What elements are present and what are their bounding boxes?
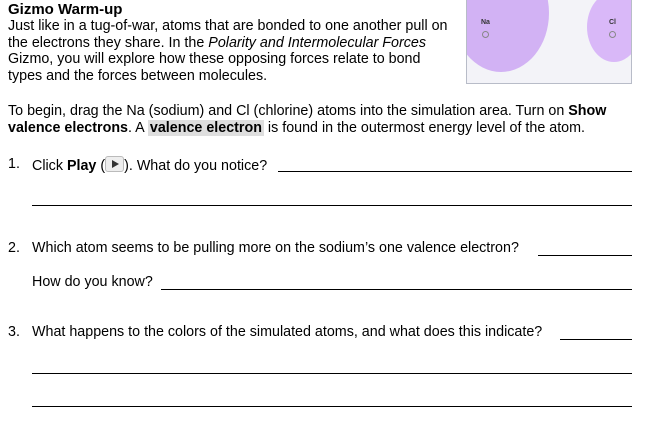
intro-text-2: Gizmo, you will explore how these opposing forces relate to bond types and the forces between molecules. (8, 51, 421, 84)
sodium-nucleus-icon (482, 31, 489, 38)
question-2-number: 2. (8, 240, 20, 256)
chlorine-nucleus-icon (609, 31, 616, 38)
show-valence-electrons-text: Show valence electrons (8, 103, 607, 136)
sodium-label: Na (481, 19, 490, 26)
play-icon (105, 156, 124, 172)
play-text: Play (66, 158, 97, 174)
page-title: Gizmo Warm-up (8, 1, 123, 18)
chlorine-label: Cl (609, 19, 616, 26)
answer-line-2a[interactable] (538, 255, 632, 256)
intro-paragraph (8, 18, 448, 84)
simulation-thumbnail (466, 0, 632, 84)
question-2-followup: How do you know? (32, 274, 153, 290)
answer-line-2b[interactable] (161, 289, 632, 290)
answer-line-3b[interactable] (32, 373, 632, 374)
answer-line-1a[interactable] (278, 171, 632, 172)
answer-line-3c[interactable] (32, 406, 632, 407)
instructions-text-3: is found in the outermost energy level of the atom. (263, 120, 586, 136)
gizmo-name: Polarity and Intermolecular Forces (208, 34, 427, 51)
question-2-text: Which atom seems to be pulling more on the sodium’s one valence electron? (32, 240, 519, 256)
question-3-number: 3. (8, 324, 20, 340)
valence-electron-term: valence electron (149, 120, 262, 136)
intro-text-1: Just like in a tug-of-war, atoms that are bonded to one another pull on the electrons they share. In the (8, 18, 448, 51)
question-1-number: 1. (8, 156, 20, 172)
question-1-text: Click Play ( ). What do you notice? (32, 158, 268, 174)
sodium-atom (466, 0, 549, 72)
answer-line-1b[interactable] (32, 205, 632, 206)
instructions-paragraph (8, 103, 644, 137)
question-3-text: What happens to the colors of the simulated atoms, and what does this indicate? (32, 324, 543, 340)
instructions-text-1: To begin, drag the Na (sodium) and Cl (chlorine) atoms into the simulation area. Turn on (8, 103, 569, 119)
instructions-text-2: . A (128, 120, 148, 136)
answer-line-3a[interactable] (560, 339, 632, 340)
